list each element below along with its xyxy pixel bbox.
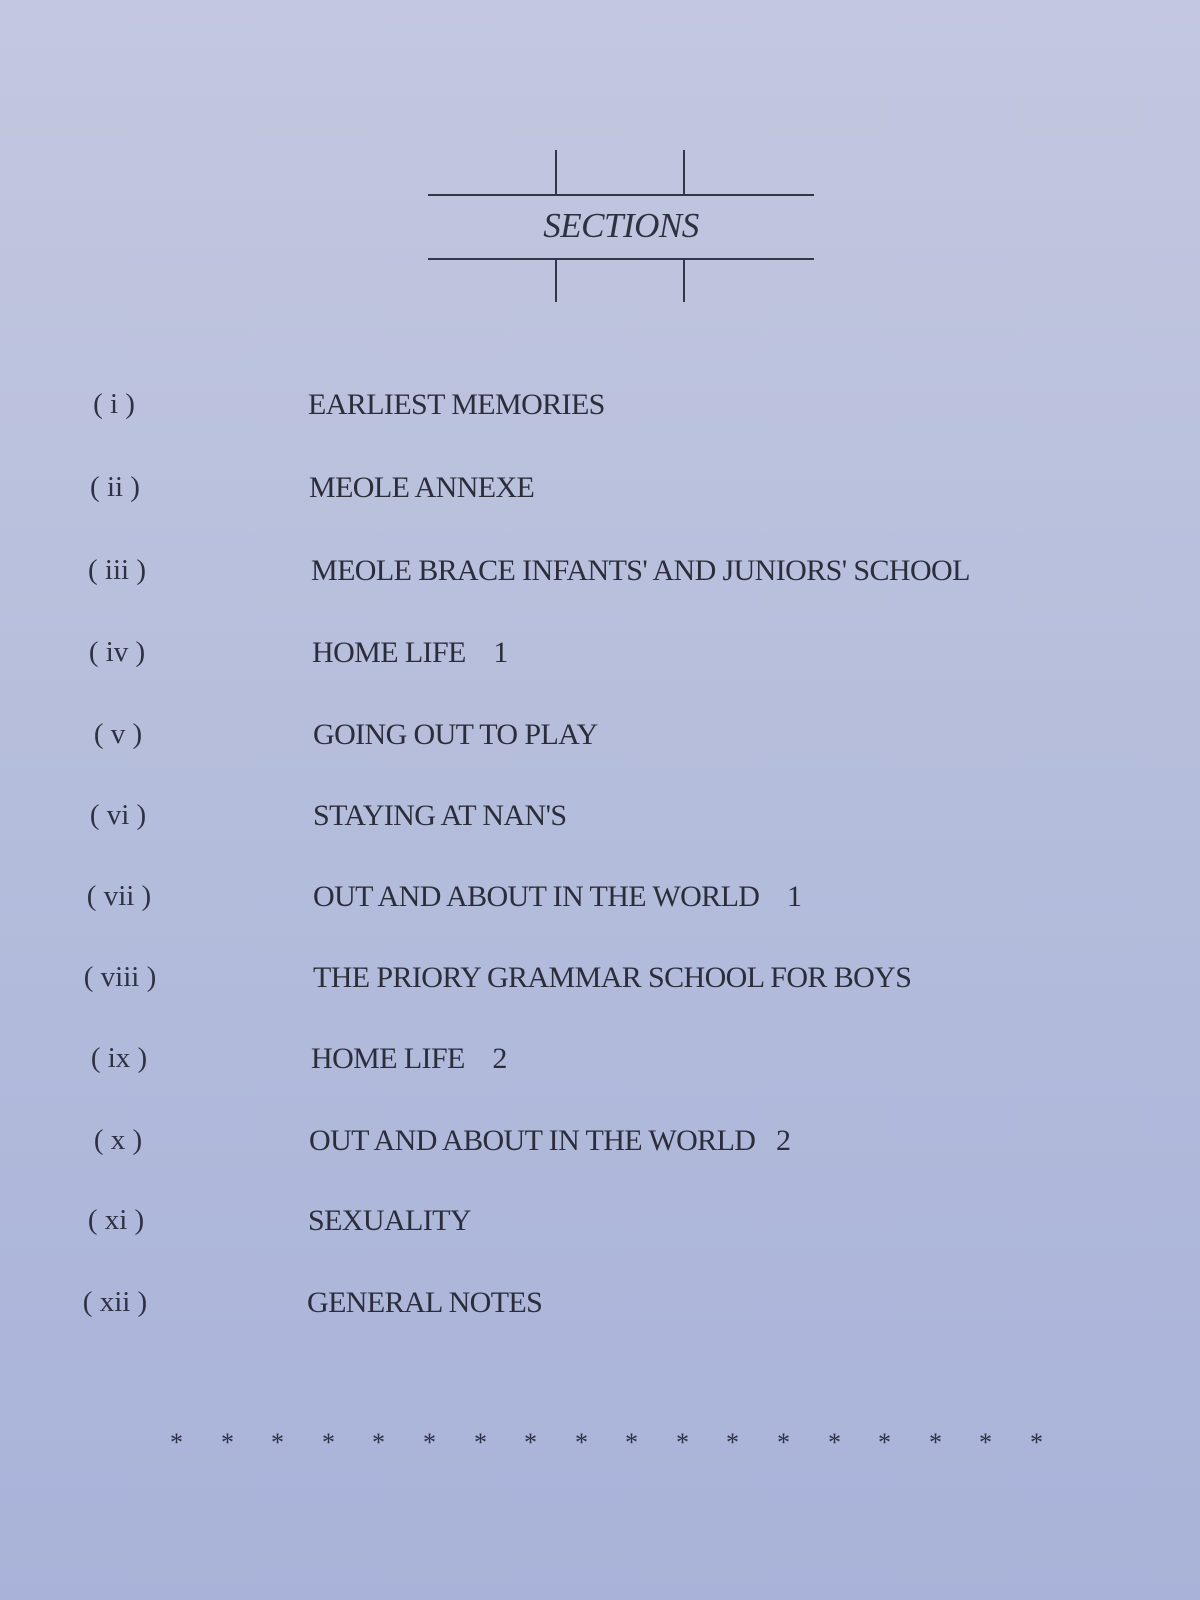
asterisk: * xyxy=(372,1428,385,1457)
asterisk: * xyxy=(221,1428,234,1457)
section-heading: OUT AND ABOUT IN THE WORLD 1 xyxy=(313,880,802,913)
section-numeral: ( i ) xyxy=(93,388,135,420)
section-row xyxy=(0,1204,1200,1244)
section-heading: THE PRIORY GRAMMAR SCHOOL FOR BOYS xyxy=(313,961,912,994)
ornament-rule xyxy=(428,194,814,196)
asterisk: * xyxy=(1030,1428,1043,1457)
section-row xyxy=(0,961,1200,1001)
section-heading: OUT AND ABOUT IN THE WORLD 2 xyxy=(309,1124,791,1157)
section-numeral: ( vi ) xyxy=(89,799,147,831)
section-row xyxy=(0,1042,1200,1082)
asterisk: * xyxy=(322,1428,335,1457)
asterisk: * xyxy=(676,1428,689,1457)
section-heading: MEOLE BRACE INFANTS' AND JUNIORS' SCHOOL xyxy=(311,554,970,587)
ornament-rule xyxy=(428,258,814,260)
section-row xyxy=(0,718,1200,758)
section-row xyxy=(0,554,1200,594)
section-row xyxy=(0,799,1200,839)
asterisk: * xyxy=(929,1428,942,1457)
asterisk: * xyxy=(575,1428,588,1457)
asterisk: * xyxy=(524,1428,537,1457)
section-row xyxy=(0,388,1200,428)
asterisk: * xyxy=(828,1428,841,1457)
asterisk: * xyxy=(777,1428,790,1457)
section-heading: EARLIEST MEMORIES xyxy=(308,388,605,421)
section-numeral: ( ix ) xyxy=(90,1042,148,1074)
section-numeral: ( xi ) xyxy=(87,1204,145,1236)
page-title: SECTIONS xyxy=(543,206,699,245)
ornament-rule xyxy=(555,150,557,194)
asterisk: * xyxy=(878,1428,891,1457)
asterisk: * xyxy=(726,1428,739,1457)
section-row xyxy=(0,880,1200,920)
section-row xyxy=(0,1286,1200,1326)
ornament-rule xyxy=(555,260,557,302)
section-heading: SEXUALITY xyxy=(308,1204,471,1237)
section-heading: HOME LIFE 1 xyxy=(312,636,508,669)
asterisk: * xyxy=(474,1428,487,1457)
section-row xyxy=(0,1124,1200,1164)
title-ornament xyxy=(428,150,814,302)
asterisk: * xyxy=(423,1428,436,1457)
section-heading: HOME LIFE 2 xyxy=(311,1042,507,1075)
section-numeral: ( vii ) xyxy=(86,880,152,912)
section-heading: GENERAL NOTES xyxy=(307,1286,543,1319)
section-numeral: ( viii ) xyxy=(83,961,157,993)
asterisk: * xyxy=(625,1428,638,1457)
section-heading: STAYING AT NAN'S xyxy=(313,799,567,832)
section-numeral: ( ii ) xyxy=(90,471,140,503)
asterisk: * xyxy=(979,1428,992,1457)
section-row xyxy=(0,636,1200,676)
asterisk: * xyxy=(271,1428,284,1457)
asterisk-divider xyxy=(170,1428,1050,1458)
section-numeral: ( iii ) xyxy=(88,554,146,586)
asterisk: * xyxy=(170,1428,183,1457)
section-heading: GOING OUT TO PLAY xyxy=(313,718,598,751)
section-numeral: ( iv ) xyxy=(88,636,146,668)
section-numeral: ( v ) xyxy=(93,718,143,750)
section-heading: MEOLE ANNEXE xyxy=(309,471,535,504)
ornament-rule xyxy=(683,260,685,302)
section-numeral: ( xii ) xyxy=(82,1286,148,1318)
section-row xyxy=(0,471,1200,511)
ornament-rule xyxy=(683,150,685,194)
section-numeral: ( x ) xyxy=(93,1124,143,1156)
